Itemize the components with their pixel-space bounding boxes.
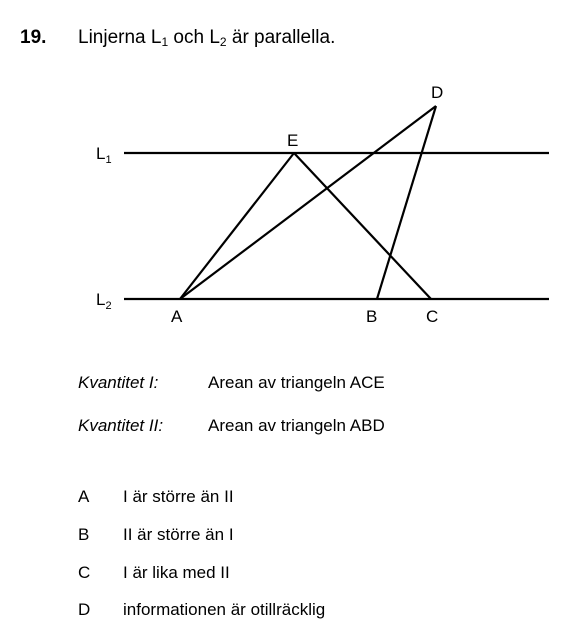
question-text-mid: och L — [168, 27, 220, 48]
quantity-2-label: Kvantitet II: — [78, 416, 164, 435]
option-d-letter: D — [78, 600, 91, 619]
option-b-text: II är större än I — [123, 525, 234, 544]
option-b-letter: B — [78, 525, 90, 544]
option-c-letter: C — [78, 563, 91, 582]
question-text-suffix: är parallella. — [226, 27, 336, 48]
quantity-1-label: Kvantitet I: — [78, 373, 159, 392]
segment-ec — [294, 153, 431, 299]
quantity-1-description: Arean av triangeln ACE — [208, 373, 385, 392]
question-text-sub1: 1 — [161, 35, 169, 49]
segment-ad — [180, 106, 436, 299]
quantity-2-description: Arean av triangeln ABD — [208, 416, 385, 435]
segment-db — [377, 106, 436, 299]
line-label-l1: $L_1$ — [96, 144, 112, 166]
option-d-text: informationen är otillräcklig — [123, 600, 326, 619]
question-text-sub2: 2 — [219, 35, 227, 49]
point-label-a: A — [171, 307, 183, 326]
question-text-prefix: Linjerna L — [78, 27, 162, 48]
point-label-c: C — [426, 307, 439, 326]
option-a-letter: A — [78, 487, 90, 506]
question-number: 19. — [20, 27, 47, 48]
point-label-b: B — [366, 307, 378, 326]
option-a-text: I är större än II — [123, 487, 234, 506]
point-label-e: E — [287, 131, 299, 150]
point-label-d: D — [431, 83, 444, 102]
line-label-l2: $L_2$ — [96, 290, 112, 312]
option-c-text: I är lika med II — [123, 563, 230, 582]
